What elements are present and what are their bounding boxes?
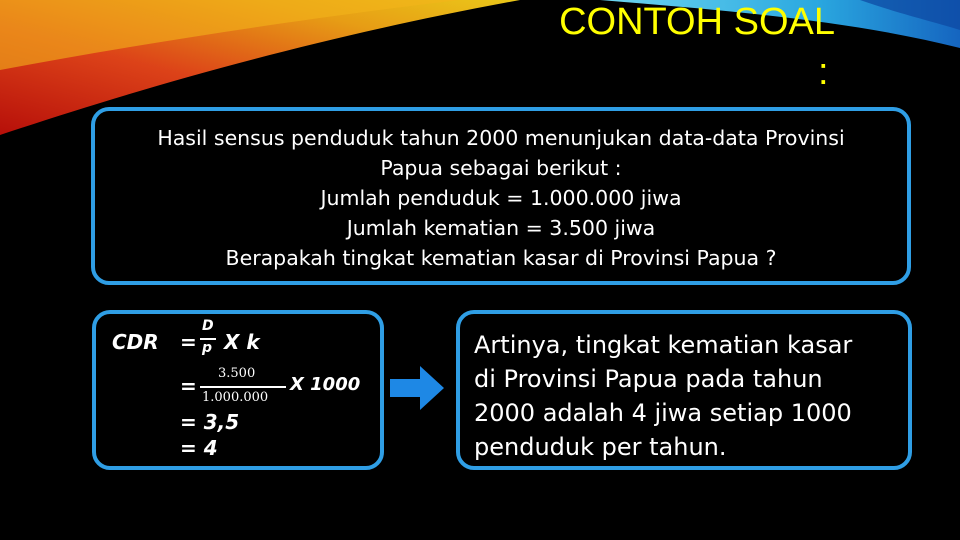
slide-title: CONTOH SOAL: [559, 1, 835, 43]
formula-denominator-value: 1.000.000: [202, 390, 269, 405]
slide-title-colon: :: [818, 51, 829, 93]
problem-line: Hasil sensus penduduk tahun 2000 menunjukan data-data Provinsi: [157, 126, 845, 150]
problem-line: Jumlah penduduk = 1.000.000 jiwa: [320, 186, 682, 210]
answer-text: [474, 328, 904, 464]
formula-step4: = 4: [180, 436, 218, 460]
formula-factor-value: X 1000: [290, 374, 361, 395]
problem-line: Berapakah tingkat kematian kasar di Provinsi Papua ?: [225, 246, 777, 270]
formula-box: [92, 310, 384, 470]
answer-box: [456, 310, 912, 470]
formula-numerator-value: 3.500: [218, 366, 256, 381]
answer-line: Artinya, tingkat kematian kasar: [474, 331, 853, 359]
formula-factor: X k: [224, 330, 260, 354]
problem-text: [95, 123, 907, 273]
formula-label: CDR: [112, 330, 159, 354]
formula-eq: =: [180, 374, 197, 398]
problem-box: [91, 107, 911, 285]
answer-line: di Provinsi Papua pada tahun: [474, 365, 823, 393]
right-arrow-icon: [390, 366, 444, 410]
formula-step3: = 3,5: [180, 410, 240, 434]
problem-line: Papua sebagai berikut :: [380, 156, 622, 180]
formula-numerator-symbol: D: [202, 318, 214, 334]
problem-line: Jumlah kematian = 3.500 jiwa: [346, 216, 656, 240]
formula-eq: =: [180, 330, 197, 354]
formula-denominator-symbol: p: [202, 340, 213, 356]
answer-line: 2000 adalah 4 jiwa setiap 1000: [474, 399, 852, 427]
formula: [96, 314, 388, 474]
fraction-line: [200, 386, 286, 388]
answer-line: penduduk per tahun.: [474, 433, 727, 461]
